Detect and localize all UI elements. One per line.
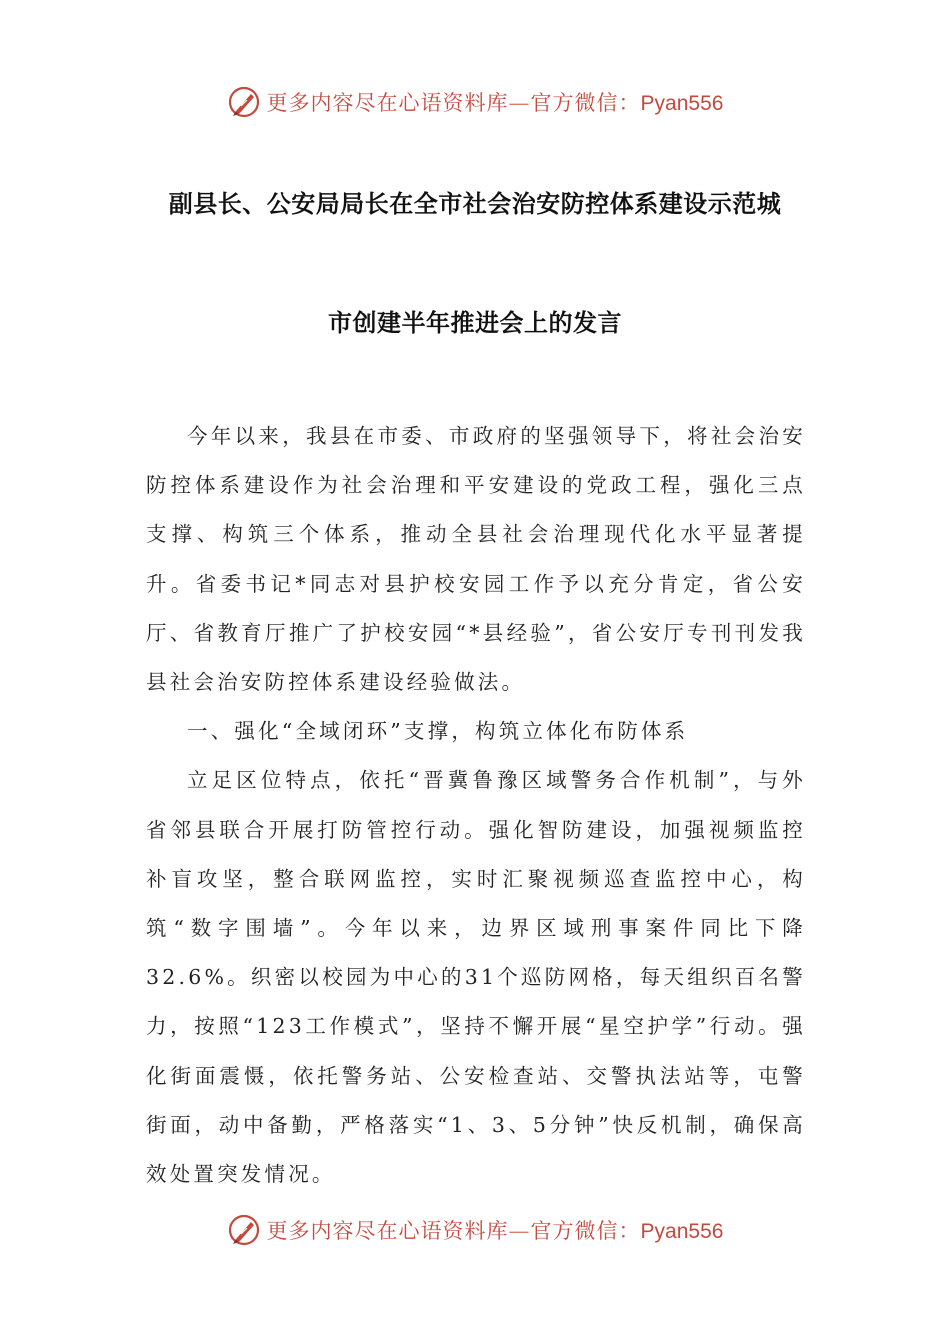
watermark-text xyxy=(267,87,724,117)
watermark-id: Pyan556 xyxy=(640,92,724,115)
document-title-line-1: 副县长、公安局局长在全市社会治安防控体系建设示范城 xyxy=(168,190,782,218)
watermark-label: 官方微信： xyxy=(530,91,641,115)
watermark-text xyxy=(267,1215,724,1245)
paragraph-intro: 今年以来，我县在市委、市政府的坚强领导下，将社会治安防控体系建设作为社会治理和平安建设的党政工程，强化三点支撑、构筑三个体系，推动全县社会治理现代化水平显著提升。省委书记*同志对县护校安园工作予以充分肯定，省公安厅、省教育厅推广了护校安园“*县经验”，省公安厅专刊刊发我县社会治安防控体系建设经验做法。 xyxy=(146,424,806,695)
pen-logo-icon xyxy=(227,85,261,119)
watermark-main: 更多内容尽在心语资料库 xyxy=(266,1219,509,1243)
watermark-dash: — xyxy=(508,1219,531,1243)
section-heading-1: 一、强化“全域闭环”支撑，构筑立体化布防体系 xyxy=(187,719,689,744)
document-body xyxy=(146,412,806,1199)
pen-logo-icon xyxy=(227,1213,261,1247)
paragraph-section-1: 立足区位特点，依托“晋冀鲁豫区域警务合作机制”，与外省邻县联合开展打防管控行动。强化智防建设，加强视频监控补盲攻坚，整合联网监控，实时汇聚视频巡查监控中心，构筑“数字围墙”。今年以来，边界区域刑事案件同比下降32.6%。织密以校园为中心的31个巡防网格，每天组织百名警力，按照“123工作模式”，坚持不懈开展“星空护学”行动。强化街面震慑，依托警务站、公安检查站、交警执法站等，屯警街面，动中备勤，严格落实“1、3、5分钟”快反机制，确保高效处置突发情况。 xyxy=(146,768,806,1187)
watermark-id: Pyan556 xyxy=(640,1220,724,1243)
watermark-dash: — xyxy=(508,91,531,115)
watermark-label: 官方微信： xyxy=(530,1219,641,1243)
document-title-line-2: 市创建半年推进会上的发言 xyxy=(328,309,622,337)
header-watermark xyxy=(0,82,950,122)
watermark-main: 更多内容尽在心语资料库 xyxy=(266,91,509,115)
footer-watermark xyxy=(0,1210,950,1250)
